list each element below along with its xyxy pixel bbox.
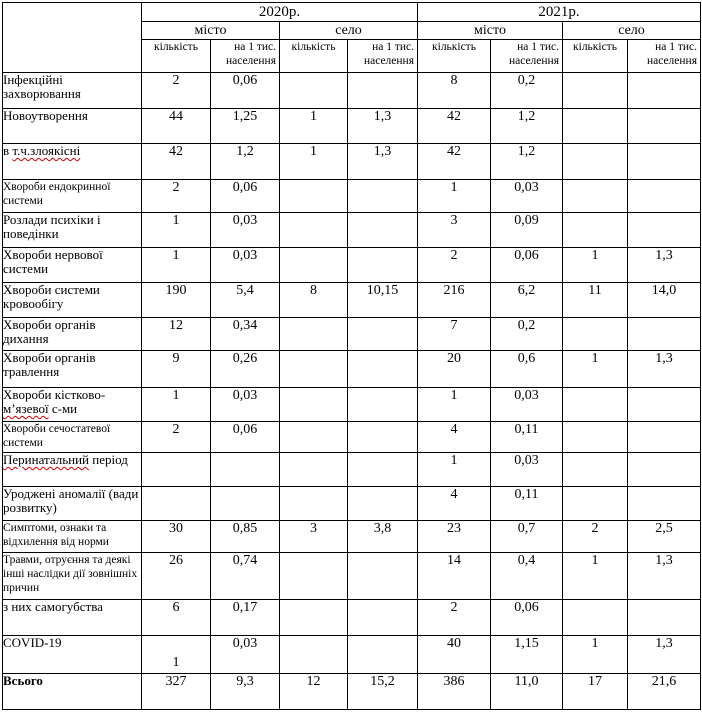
village-2020-count (280, 553, 348, 600)
table-row (3, 144, 701, 180)
village-2021-rate (628, 213, 701, 248)
city-2021-count: 42 (418, 109, 491, 144)
city-2021-count: 40 (418, 636, 491, 674)
row-label: Хвороби органів травлення (3, 351, 142, 388)
year-2021-header: 2021р. (418, 3, 701, 22)
row-label (3, 144, 142, 180)
city-2021-header: місто (418, 22, 563, 40)
city-2020-count (142, 453, 211, 487)
village-2021-rate: 14,0 (628, 283, 701, 318)
city-2021-rate: 0,2 (491, 73, 563, 109)
village-2020-rate: 1,3 (348, 144, 418, 180)
village-2020-count (280, 600, 348, 636)
city-2020-rate: 1,2 (211, 144, 280, 180)
village-2021-count (563, 180, 628, 213)
village-2021-count: 11 (563, 283, 628, 318)
table-row (3, 388, 701, 422)
village-2021-count: 1 (563, 636, 628, 674)
table-row (3, 453, 701, 487)
village-2020-count: 3 (280, 521, 348, 553)
count-header: кількість (280, 40, 348, 73)
city-2021-rate: 0,06 (491, 600, 563, 636)
city-2020-count: 2 (142, 422, 211, 453)
village-2020-count (280, 487, 348, 521)
city-2021-rate: 11,0 (491, 674, 563, 710)
city-2020-count: 2 (142, 73, 211, 109)
city-2020-rate: 0,26 (211, 351, 280, 388)
village-2021-rate: 1,3 (628, 553, 701, 600)
village-2021-count: 1 (563, 248, 628, 283)
city-2021-rate: 0,6 (491, 351, 563, 388)
table-row (3, 73, 701, 109)
row-label-part: т.ч.злоякісні (12, 143, 81, 158)
mortality-table (2, 2, 701, 710)
village-2021-count (563, 213, 628, 248)
row-label: Симптоми, ознаки та відхилення від норми (3, 521, 142, 553)
table-row-total (3, 674, 701, 710)
row-label: Хвороби органів дихання (3, 318, 142, 351)
village-2021-count (563, 422, 628, 453)
table-row (3, 109, 701, 144)
table-row (3, 213, 701, 248)
city-2021-rate: 0,06 (491, 248, 563, 283)
row-label-part: м’язевої (3, 401, 49, 416)
village-2020-count (280, 388, 348, 422)
row-label (3, 388, 142, 422)
city-2021-count: 8 (418, 73, 491, 109)
city-2021-count: 20 (418, 351, 491, 388)
city-2021-rate: 0,11 (491, 487, 563, 521)
row-label: з них самогубства (3, 600, 142, 636)
city-2021-count: 2 (418, 248, 491, 283)
village-2020-count (280, 422, 348, 453)
city-2021-rate: 1,15 (491, 636, 563, 674)
count-header: кількість (142, 40, 211, 73)
city-2020-rate: 0,06 (211, 422, 280, 453)
village-2021-rate (628, 453, 701, 487)
city-2021-count: 1 (418, 453, 491, 487)
city-2020-rate: 5,4 (211, 283, 280, 318)
village-2021-header: село (563, 22, 701, 40)
city-2021-count: 3 (418, 213, 491, 248)
village-2021-count (563, 144, 628, 180)
village-2021-rate (628, 73, 701, 109)
per-1000-header: на 1 тис. населення (211, 40, 280, 73)
village-2020-rate (348, 553, 418, 600)
per-1000-header: на 1 тис. населення (348, 40, 418, 73)
city-2020-rate: 0,17 (211, 600, 280, 636)
village-2020-rate (348, 318, 418, 351)
row-label: Хвороби системи кровообігу (3, 283, 142, 318)
table-row (3, 248, 701, 283)
village-2020-rate (348, 600, 418, 636)
row-label: Хвороби нервової системи (3, 248, 142, 283)
row-label (3, 453, 142, 487)
village-2020-rate: 1,3 (348, 109, 418, 144)
city-2020-count (142, 487, 211, 521)
village-2021-rate (628, 388, 701, 422)
village-2020-rate (348, 351, 418, 388)
city-2021-count: 42 (418, 144, 491, 180)
village-2021-count (563, 318, 628, 351)
city-2020-rate: 9,3 (211, 674, 280, 710)
city-2020-count: 12 (142, 318, 211, 351)
village-2021-rate (628, 422, 701, 453)
village-2021-count (563, 388, 628, 422)
village-2021-count (563, 453, 628, 487)
village-2020-rate: 3,8 (348, 521, 418, 553)
city-2020-rate: 0,34 (211, 318, 280, 351)
city-2021-rate: 0,03 (491, 388, 563, 422)
row-label-part: в (3, 143, 13, 158)
city-2021-count: 1 (418, 388, 491, 422)
total-label: Всього (3, 674, 142, 710)
village-2020-rate (348, 388, 418, 422)
village-2020-header: село (280, 22, 418, 40)
table-row (3, 521, 701, 553)
city-2021-count: 14 (418, 553, 491, 600)
city-2021-count: 1 (418, 180, 491, 213)
village-2021-rate: 21,6 (628, 674, 701, 710)
row-label: Хвороби сечостатевої системи (3, 422, 142, 453)
village-2020-count (280, 318, 348, 351)
city-2020-rate: 0,06 (211, 180, 280, 213)
table-row (3, 600, 701, 636)
city-2020-count: 1 (142, 248, 211, 283)
row-label-part: період (89, 452, 128, 467)
city-2021-count: 7 (418, 318, 491, 351)
village-2020-count (280, 73, 348, 109)
city-2020-count: 1 (142, 213, 211, 248)
village-2021-count: 2 (563, 521, 628, 553)
city-2020-count: 190 (142, 283, 211, 318)
village-2020-count (280, 180, 348, 213)
table-row (3, 636, 701, 674)
row-label: Новоутворення (3, 109, 142, 144)
village-2021-rate (628, 144, 701, 180)
city-2020-rate (211, 453, 280, 487)
city-2020-rate: 0,03 (211, 248, 280, 283)
city-2020-rate: 0,85 (211, 521, 280, 553)
city-2020-count: 2 (142, 180, 211, 213)
row-label: Уроджені аномалії (вади розвитку) (3, 487, 142, 521)
village-2020-count (280, 248, 348, 283)
count-header: кількість (418, 40, 491, 73)
village-2020-count: 1 (280, 109, 348, 144)
village-2021-count: 1 (563, 553, 628, 600)
village-2021-count (563, 73, 628, 109)
city-2021-rate: 0,4 (491, 553, 563, 600)
per-1000-header: на 1 тис. населення (628, 40, 701, 73)
city-2020-count: 26 (142, 553, 211, 600)
city-2021-count: 2 (418, 600, 491, 636)
village-2020-count (280, 453, 348, 487)
village-2021-count: 17 (563, 674, 628, 710)
row-label-part: Перинатальний (3, 452, 90, 467)
village-2020-count: 1 (280, 144, 348, 180)
village-2021-rate: 1,3 (628, 351, 701, 388)
city-2020-count: 1 (142, 636, 211, 674)
city-2020-count: 30 (142, 521, 211, 553)
city-2020-count: 42 (142, 144, 211, 180)
village-2020-count (280, 636, 348, 674)
row-label: Травми, отруєння та деякі інші наслідки дії зовнішніх причин (3, 553, 142, 600)
city-2021-rate: 0,03 (491, 180, 563, 213)
city-2020-rate: 0,03 (211, 388, 280, 422)
village-2021-rate (628, 180, 701, 213)
village-2020-rate (348, 636, 418, 674)
village-2021-rate (628, 600, 701, 636)
city-2020-count: 9 (142, 351, 211, 388)
village-2020-rate (348, 180, 418, 213)
table-row (3, 553, 701, 600)
table-row (3, 422, 701, 453)
city-2020-rate: 0,06 (211, 73, 280, 109)
row-label: Розлади психіки і поведінки (3, 213, 142, 248)
row-label: Інфекційні захворювання (3, 73, 142, 109)
per-1000-header: на 1 тис. населення (491, 40, 563, 73)
year-2020-header: 2020р. (142, 3, 418, 22)
village-2021-rate: 1,3 (628, 248, 701, 283)
city-2021-rate: 0,03 (491, 453, 563, 487)
village-2021-rate: 2,5 (628, 521, 701, 553)
city-2020-rate: 0,03 (211, 213, 280, 248)
city-2021-rate: 6,2 (491, 283, 563, 318)
city-2020-count: 6 (142, 600, 211, 636)
row-label: COVID-19 (3, 636, 142, 674)
village-2021-rate (628, 487, 701, 521)
table-row (3, 487, 701, 521)
city-2021-count: 23 (418, 521, 491, 553)
table-row (3, 318, 701, 351)
village-2020-count: 8 (280, 283, 348, 318)
city-2020-count: 44 (142, 109, 211, 144)
village-2020-rate (348, 453, 418, 487)
table-row (3, 351, 701, 388)
village-2020-rate: 15,2 (348, 674, 418, 710)
city-2021-rate: 1,2 (491, 144, 563, 180)
city-2021-rate: 0,09 (491, 213, 563, 248)
city-2021-rate: 0,7 (491, 521, 563, 553)
village-2021-rate: 1,3 (628, 636, 701, 674)
city-2021-count: 386 (418, 674, 491, 710)
village-2020-rate (348, 248, 418, 283)
village-2020-count: 12 (280, 674, 348, 710)
row-label-part: с-ми (48, 401, 78, 416)
city-2021-count: 216 (418, 283, 491, 318)
village-2021-count: 1 (563, 351, 628, 388)
village-2021-rate (628, 318, 701, 351)
village-2020-rate (348, 422, 418, 453)
corner-cell (3, 3, 142, 73)
city-2021-rate: 0,2 (491, 318, 563, 351)
village-2021-count (563, 600, 628, 636)
city-2020-header: місто (142, 22, 280, 40)
village-2020-rate: 10,15 (348, 283, 418, 318)
city-2021-count: 4 (418, 487, 491, 521)
city-2020-count: 1 (142, 388, 211, 422)
city-2020-rate (211, 487, 280, 521)
table-row (3, 180, 701, 213)
village-2020-count (280, 351, 348, 388)
village-2020-rate (348, 73, 418, 109)
village-2021-count (563, 109, 628, 144)
village-2020-rate (348, 487, 418, 521)
count-header: кількість (563, 40, 628, 73)
village-2021-rate (628, 109, 701, 144)
city-2021-rate: 0,11 (491, 422, 563, 453)
row-label-part: Хвороби кістково- (3, 387, 106, 402)
city-2020-rate: 0,03 (211, 636, 280, 674)
village-2021-count (563, 487, 628, 521)
village-2020-rate (348, 213, 418, 248)
city-2020-rate: 1,25 (211, 109, 280, 144)
city-2020-rate: 0,74 (211, 553, 280, 600)
row-label: Хвороби ендокринної системи (3, 180, 142, 213)
city-2020-count: 327 (142, 674, 211, 710)
city-2021-count: 4 (418, 422, 491, 453)
village-2020-count (280, 213, 348, 248)
table-row (3, 283, 701, 318)
city-2021-rate: 1,2 (491, 109, 563, 144)
